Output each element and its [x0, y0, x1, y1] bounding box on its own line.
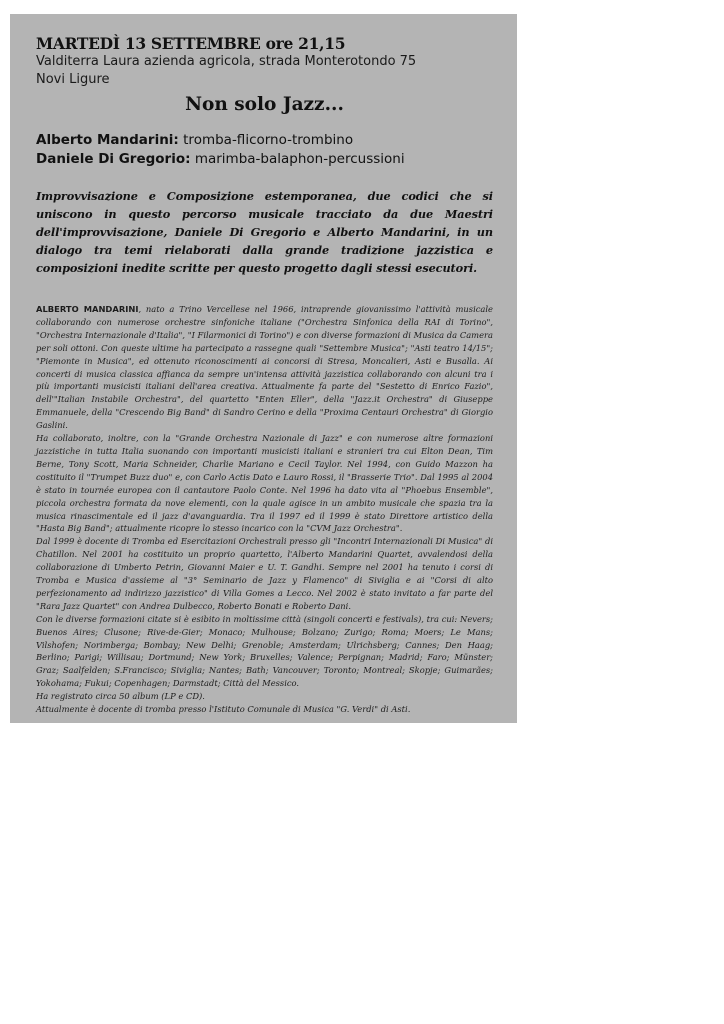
- performer-line: [36, 150, 493, 169]
- performer-role: tromba-flicorno-trombino: [183, 132, 354, 148]
- performer-name: Daniele Di Gregorio:: [36, 151, 191, 167]
- bio-name: ALBERTO MANDARINI: [36, 304, 139, 314]
- performer-line: [36, 131, 493, 150]
- event-time: ore 21,15: [265, 34, 346, 53]
- bio-paragraph: Ha collaborato, inoltre, con la "Grande Orchestra Nazionale di Jazz" e con numerose altre formazioni jazzistiche in tutta Italia suonando con importanti musicisti italiani e stranieri tra cui Elton Dean, Tim Berne, Tony Scott, Maria Schneider, Charlie Mariano e Cecil Taylor. Nel 1994, con Guido Mazzon ha costituito il "Trumpet Buzz duo" e, con Carlo Actis Dato e Lauro Rossi, il "Brasserie Trio". Dal 1995 al 2004 è stato in tournée europea con il cantautore Paolo Conte. Nel 1996 ha dato vita al "Phoebus Ensemble", piccola orchestra formata da nove elementi, con la quale agisce in un ambito musicale che spazia tra la musica rinascimentale ed il jazz d'avanguardia. Tra il 1997 ed il 1999 è stato Direttore artistico della "Hasta Big Band"; attualmente ricopre lo stesso incarico con la "CVM Jazz Orchestra".: [36, 433, 493, 534]
- event-city: Novi Ligure: [36, 72, 110, 87]
- event-date-line: [36, 34, 493, 53]
- event-title: Non solo Jazz...: [185, 94, 344, 115]
- event-flyer: [10, 14, 517, 723]
- bio-text: , nato a Trino Vercellese nel 1966, intraprende giovanissimo l'attività musicale collaborando con numerose orchestre sinfoniche italiane ("Orchestra Sinfonica della RAI di Torino", "Orchestra Internazionale d'Italia", "I Filarmonici di Torino") e con diverse formazioni di Musica da Camera per soli ottoni. Con queste ultime ha partecipato a rassegne quali "Settembre Musica"; "Asti teatro 14/15"; "Piemonte in Musica", ed ottenuto riconoscimenti ai concorsi di Stresa, Moncalieri, Asti e Busalla. Ai concerti di musica classica affianca da sempre un'intensa attività jazzistica collaborando con alcuni tra i più importanti musicisti italiani dell'area creativa. Attualmente fa parte del "Sestetto di Enrico Fazio", dell'"Italian Instabile Orchestra", del quartetto "Enten Eller", della "Jazz.it Orchestra" di Giuseppe Emmanuele, della "Crescendo Big Band" di Sandro Cerino e della "Proxima Centauri Orchestra" di Giorgio Gaslini.: [36, 304, 493, 431]
- performer-name: Alberto Mandarini:: [36, 132, 179, 148]
- bio-paragraph: Dal 1999 è docente di Tromba ed Esercitazioni Orchestrali presso gli "Incontri Internazionali Di Musica" di Chatillon. Nel 2001 ha costituito un proprio quartetto, l'Alberto Mandarini Quartet, avvalendosi della collaborazione di Umberto Petrin, Giovanni Maier e U. T. Gandhi. Sempre nel 2001 ha tenuto i corsi di Tromba e Musica d'assieme al "3° Seminario de Jazz y Flamenco" di Siviglia e ai "Corsi di alto perfezionamento ad indirizzo jazzistico" di Villa Gomes a Lecco. Nel 2002 è stato invitato a far parte del "Rara Jazz Quartet" con Andrea Dulbecco, Roberto Bonati e Roberto Dani.: [36, 536, 493, 611]
- bio-paragraph: Con le diverse formazioni citate si è esibito in moltissime città (singoli concerti e festivals), tra cui: Nevers; Buenos Aires; Clusone; Rive-de-Gier; Monaco; Mulhouse; Bolzano; Zurigo; Roma; Moers; Le Mans; Vilshofen; Norimberga; Bombay; New Delhi; Grenoble; Amsterdam; Ulrichsberg; Cannes; Den Haag; Berlino; Parigi; Willisau; Dortmund; New York; Bruxelles; Valence; Perpignan; Madrid; Faro; Münster; Graz; Saalfelden; S.Francisco; Siviglia; Nantes; Bath; Vancouver; Toronto; Montreal; Skopje; Guimarães; Yokohama; Fukui; Copenhagen; Darmstadt; Città del Messico.: [36, 613, 493, 689]
- bio-paragraph: Attualmente è docente di tromba presso l'Istituto Comunale di Musica "G. Verdi" di Asti.: [36, 704, 411, 715]
- event-venue: Valditerra Laura azienda agricola, strada Monterotondo 75: [36, 54, 417, 69]
- bio-paragraph: [36, 303, 493, 432]
- event-date: MARTEDÌ 13 SETTEMBRE: [36, 34, 261, 53]
- event-description: Improvvisazione e Composizione estemporanea, due codici che si uniscono in questo percorso musicale tracciato da due Maestri dell'improvvisazione, Daniele Di Gregorio e Alberto Mandarini, in un dialogo tra temi rielaborati dalla grande tradizione jazzistica e composizioni inedite scritte per questo progetto dagli stessi esecutori.: [36, 189, 493, 275]
- biography: [36, 303, 493, 716]
- performer-role: marimba-balaphon-percussioni: [194, 151, 405, 167]
- bio-paragraph: Ha registrato circa 50 album (LP e CD).: [36, 691, 205, 702]
